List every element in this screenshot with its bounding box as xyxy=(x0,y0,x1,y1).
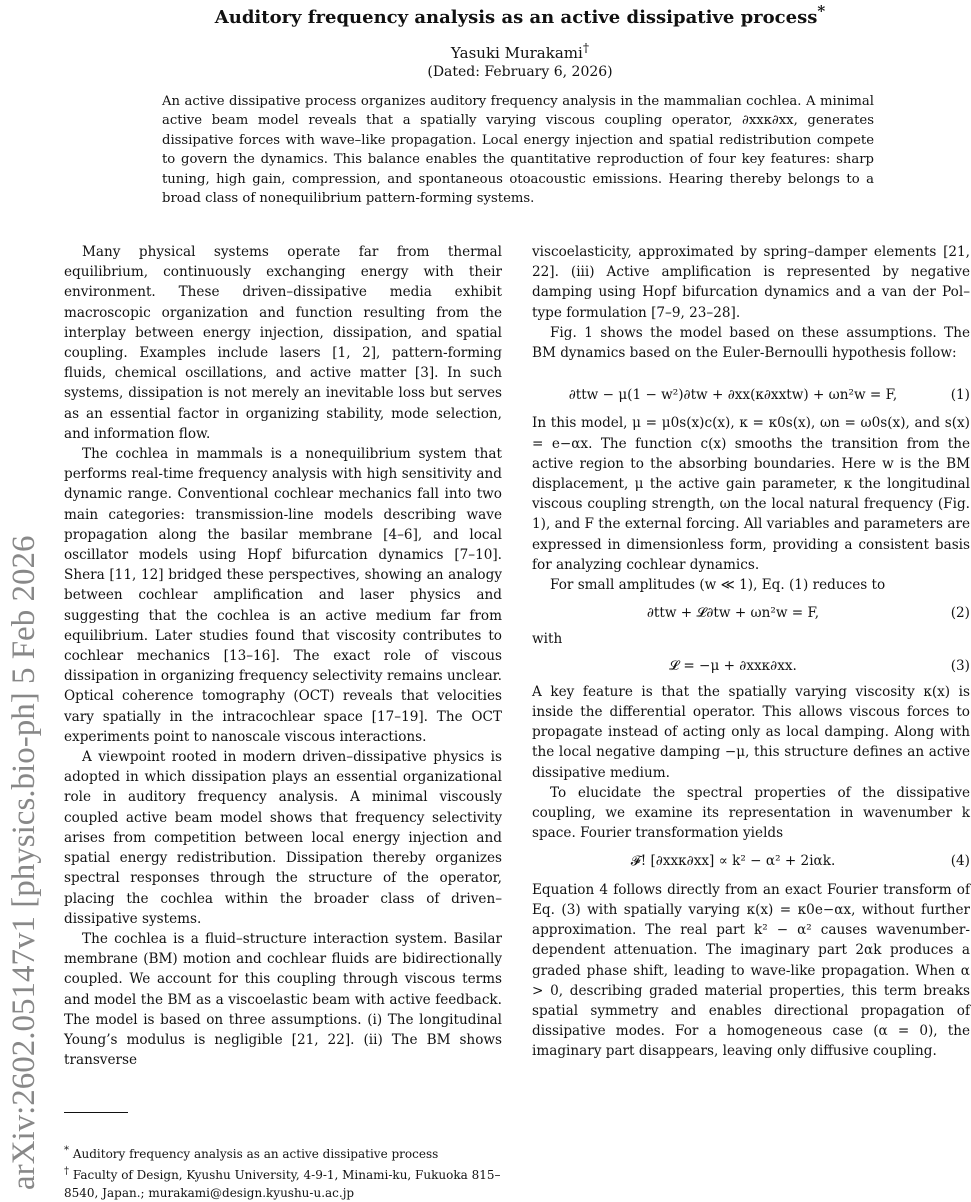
paragraph: viscoelasticity, approximated by spring–damper elements [21, 22]. (iii) Active amplification is represented by negative damping using Hopf bifurcation dynamics and a van der Pol–type formulation [7–9, 23–28]. xyxy=(532,244,970,321)
footnote-text: Faculty of Design, Kyushu University, 4-9-1, Minami-ku, Fukuoka 815–8540, Japan.; murakami@design.kyushu-u.ac.jp xyxy=(64,1168,501,1200)
dated-line: (Dated: February 6, 2026) xyxy=(427,64,613,80)
equation-body: 𝓕! [∂xxκ∂xx] ∝ k² − α² + 2iαk. xyxy=(630,853,836,870)
author xyxy=(100,40,940,62)
title-footnote-mark: * xyxy=(817,2,826,20)
equation-number: (4) xyxy=(950,853,970,870)
paragraph: In this model, μ = μ0s(x)c(x), κ = κ0s(x), ωn = ω0s(x), and s(x) = e−αx. The function c(x) smooths the transition from the active region to the absorbing boundaries. Here w is the BM displacement, μ the active gain parameter, κ the longitudinal viscous coupling strength, ωn the local natural frequency (Fig. 1), and F the external forcing. All variables and parameters are expressed in dimensionless form, providing a consistent basis for analyzing cochlear dynamics. xyxy=(532,415,970,573)
equation-2 xyxy=(532,603,970,623)
paragraph: Many physical systems operate far from thermal equilibrium, continuously exchanging energy with their environment. These driven–dissipative media exhibit macroscopic organization and function resulting from the interplay between energy injection, dissipation, and spatial coupling. Examples include lasers [1, 2], pattern-forming fluids, chemical oscillations, and active matter [3]. In such systems, dissipation is not merely an inevitable loss but serves as an essential factor in organizing stability, mode selection, and information flow. xyxy=(64,244,502,442)
footnote-rule xyxy=(64,1112,128,1113)
equation-body: ∂ttw + 𝓛∂tw + ωn²w = F, xyxy=(646,605,820,622)
author-footnote-mark: † xyxy=(582,40,590,55)
paragraph: The cochlea in mammals is a nonequilibrium system that performs real-time frequency analysis with high sensitivity and dynamic range. Conventional cochlear mechanics fall into two main categories: transmission-line models describing wave propagation along the basilar membrane [4–6], and local oscillator models using Hopf bifurcation dynamics [7–10]. Shera [11, 12] bridged these perspectives, showing an analogy between cochlear amplification and laser physics and suggesting that the cochlea is an active medium far from equilibrium. Later studies found that viscosity contributes to cochlear mechanics [13–16]. The exact role of viscous dissipation in organizing frequency selectivity remains unclear. Optical coherence tomography (OCT) reveals that velocities vary spatially in the intracochlear space [17–19]. The OCT experiments point to nanoscale viscous interactions. xyxy=(64,446,502,745)
paragraph: For small amplitudes (w ≪ 1), Eq. (1) reduces to xyxy=(550,577,886,594)
paragraph: Equation 4 follows directly from an exact Fourier transform of Eq. (3) with spatially varying κ(x) = κ0e−αx, without further approximation. The real part k² − α² causes wavenumber-dependent attenuation. The imaginary part 2αk produces a graded phase shift, leading to wave-like propagation. When α > 0, describing graded material properties, this term breaks spatial symmetry and enables directional propagation of dissipative modes. For a homogeneous case (α = 0), the imaginary part disappears, leaving only diffusive coupling. xyxy=(532,881,970,1060)
paragraph: with xyxy=(532,631,563,648)
equation-body: ∂ttw − μ(1 − w²)∂tw + ∂xx(κ∂xxtw) + ωn²w = F, xyxy=(568,387,898,404)
equation-number: (2) xyxy=(950,605,970,622)
paragraph: The cochlea is a fluid–structure interaction system. Basilar membrane (BM) motion and cochlear fluids are bidirectionally coupled. We account for this coupling through viscous terms and model the BM as a viscoelastic beam with active feedback. The model is based on three assumptions. (i) The longitudinal Young’s modulus is negligible [21, 22]. (ii) The BM shows transverse xyxy=(64,930,502,1069)
paper-title xyxy=(100,2,940,28)
equation-1 xyxy=(532,385,970,405)
paragraph: To elucidate the spectral properties of the dissipative coupling, we examine its representation in wavenumber k space. Fourier transformation yields xyxy=(532,784,970,842)
title-text: Auditory frequency analysis as an active dissipative process xyxy=(214,7,818,28)
equation-4 xyxy=(532,851,970,871)
right-column xyxy=(532,242,970,1062)
equation-number: (3) xyxy=(950,657,970,674)
paragraph: Fig. 1 shows the model based on these assumptions. The BM dynamics based on the Euler-Bernoulli hypothesis follow: xyxy=(532,324,970,362)
equation-number: (1) xyxy=(950,387,970,404)
footnote xyxy=(64,1163,502,1202)
paragraph: A key feature is that the spatially varying viscosity κ(x) is inside the differential operator. This allows viscous forces to propagate instead of acting only as local damping. Along with the local negative damping −μ, this structure defines an active dissipative medium. xyxy=(532,683,970,781)
paragraph: A viewpoint rooted in modern driven–dissipative physics is adopted in which dissipation plays an essential organizational role in auditory frequency analysis. A minimal viscously coupled active beam model shows that frequency selectivity arises from competition between local energy injection and spatial energy redistribution. Dissipation thereby organizes spectral responses through the structure of the operator, placing the cochlea within the broader class of driven–dissipative systems. xyxy=(64,749,502,927)
footnotes xyxy=(64,1142,502,1202)
footnote-mark: † xyxy=(64,1166,69,1177)
arxiv-identifier: arXiv:2602.05147v1 [physics.bio-ph] 5 Feb 2026 xyxy=(6,535,42,1190)
footnote-text: Auditory frequency analysis as an active dissipative process xyxy=(72,1147,439,1161)
footnote-mark: * xyxy=(64,1145,69,1156)
author-name: Yasuki Murakami xyxy=(450,44,583,62)
footnote xyxy=(64,1142,502,1163)
equation-body: 𝓛 = −μ + ∂xxκ∂xx. xyxy=(669,657,797,674)
left-column xyxy=(64,242,502,1070)
arxiv-sidebar xyxy=(0,235,56,1195)
abstract: An active dissipative process organizes auditory frequency analysis in the mammalian cochlea. A minimal active beam model reveals that a spatially varying viscous coupling operator, ∂xxκ∂xx, generates dissipative forces with wave–like propagation. Local energy injection and spatial redistribution compete to govern the dynamics. This balance enables the quantitative reproduction of four key features: sharp tuning, high gain, compression, and spontaneous otoacoustic emissions. Hearing thereby belongs to a broad class of nonequilibrium pattern-forming systems. xyxy=(162,94,874,207)
equation-3 xyxy=(532,656,970,676)
